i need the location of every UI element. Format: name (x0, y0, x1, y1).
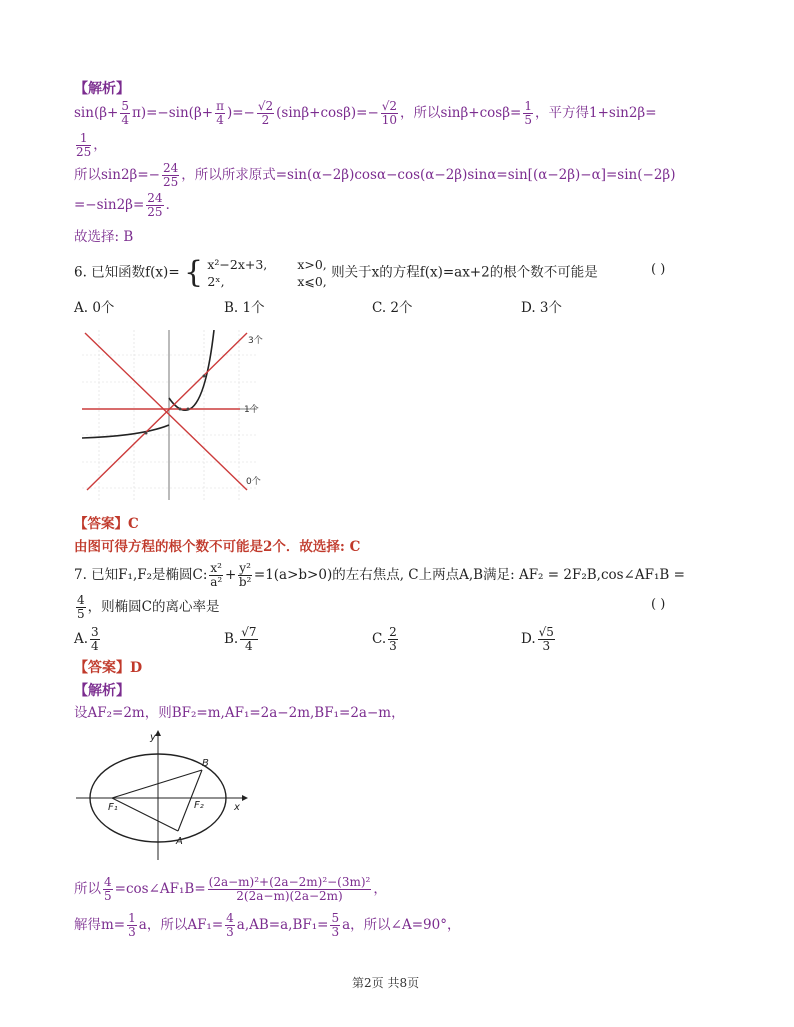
q7-bracket: ( ) (651, 597, 666, 612)
analysis-tag-1: 【解析】 (74, 81, 130, 97)
label-F1: F₁ (108, 802, 118, 813)
analysis-line-3: 所以sin2β=− $\frac{24}{25}$ ，所以所求原式=sin(α−2β)cosα−cos(α−2β)sinα=sin[(α−2β)−α]=sin(−2β) (74, 161, 676, 189)
analysis-line-1: sin(β+ $\frac{5}{4}$ π)=−sin(β+ $\frac{\pi}{4}$ )=− $\frac{√2}{2}$ (sinβ+cosβ)=− $\frac{√2}{10}$ ，所以sinβ+cosβ= $\frac{1}{5}$ ，平方得1+sin2β= (74, 99, 657, 127)
analysis-choice: 故选择: B (74, 229, 134, 245)
page-footer: 第2页 共8页 (352, 976, 420, 990)
label-x: x (234, 802, 240, 813)
q7-option-d: D. $\frac{√5}{3}$ (521, 625, 554, 653)
label-y: y (150, 732, 156, 743)
label-B: B (202, 758, 209, 769)
q7-analysis-line1: 设AF₂=2m，则BF₂=m,AF₁=2a−2m,BF₁=2a−m， (74, 705, 405, 721)
q7-stem-line1: 7. 已知F₁,F₂是椭圆C: $\frac{\text{x²}}{\text{a²}}$ + $\frac{\text{y²}}{\text{b²}}$ =1(a>b>0)的左右焦点, C上两点A,B满足: AF₂ = 2F₂B,cos∠AF₁B = (74, 561, 685, 589)
q6-function-graph (82, 330, 272, 502)
q7-stem-line2: $\frac{4}{5}$ ，则椭圆C的离心率是 (77, 593, 220, 621)
q7-option-b: B. $\frac{√7}{4}$ (224, 625, 257, 653)
analysis-line-2: $\frac{1}{25}$ ， (76, 131, 107, 159)
graph-label-3: 3个 (248, 336, 263, 346)
q7-analysis-tag: 【解析】 (74, 683, 130, 699)
q7-ellipse-diagram (74, 728, 254, 863)
graph-label-0: 0个 (246, 477, 261, 487)
q6-option-a: A. 0个 (74, 300, 115, 316)
q6-stem: 6. 已知函数f(x)= { x²−2x+3, x>0, 2ˣ, x⩽0, 则关于x的方程f(x)=ax+2的根个数不可能是 (74, 255, 598, 290)
q6-option-b: B. 1个 (224, 300, 265, 316)
q6-bracket: ( ) (651, 262, 666, 277)
q7-answer-tag: 【答案】D (74, 660, 143, 676)
q6-answer-tag: 【答案】C (74, 516, 139, 532)
label-A: A (176, 836, 183, 847)
q6-option-d: D. 3个 (521, 300, 563, 316)
q7-option-c: C. $\frac{2}{3}$ (372, 625, 397, 653)
q7-option-a: A. $\frac{3}{4}$ (74, 625, 99, 653)
q7-analysis-line3: 解得m= $\frac{1}{3}$ a，所以AF₁= $\frac{4}{3}$ a,AB=a,BF₁= $\frac{5}{3}$ a，所以∠A=90°， (74, 911, 461, 939)
analysis-line-4: =−sin2β= $\frac{24}{25}$ ． (74, 191, 180, 219)
q6-answer-text: 由图可得方程的根个数不可能是2个．故选择: C (74, 539, 361, 555)
q7-analysis-line2: 所以 $\frac{4}{5}$ =cos∠AF₁B= $\frac{\text{(2a−m)²+(2a−2m)²−(3m)²}}{2(2a-m)(2a-2m)}$ ， (74, 875, 387, 903)
q6-option-c: C. 2个 (372, 300, 413, 316)
label-F2: F₂ (194, 800, 204, 811)
graph-label-1: 1个 (244, 405, 259, 415)
